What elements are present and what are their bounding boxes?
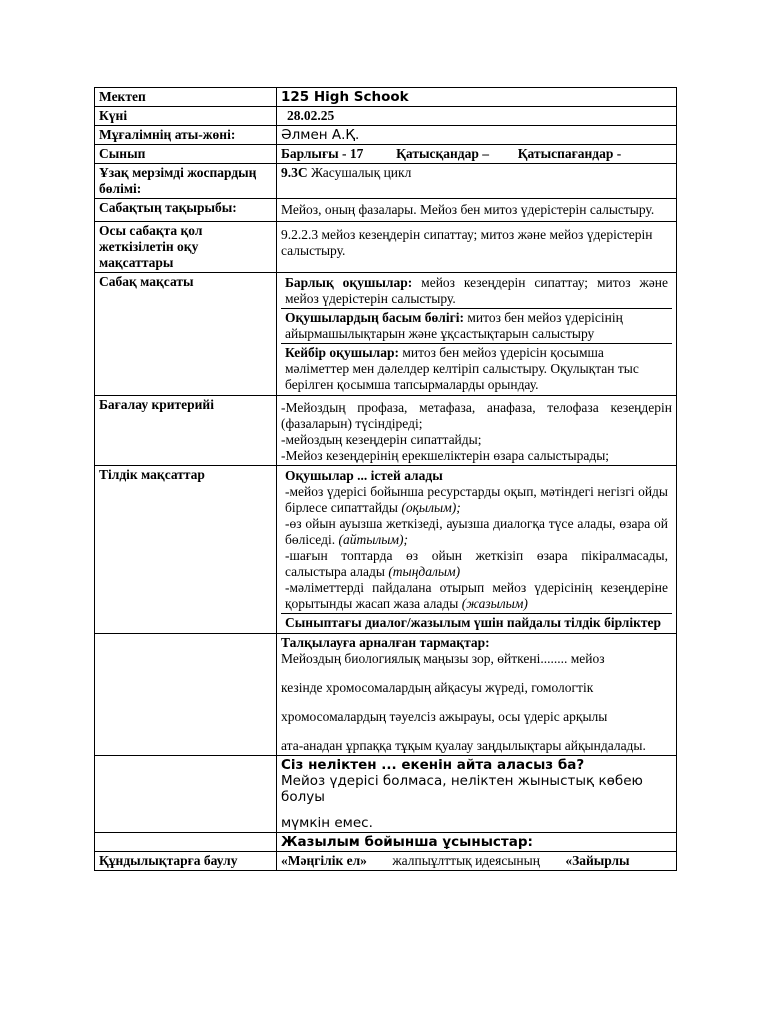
- why-line-2: мүмкін емес.: [281, 815, 373, 831]
- discussion-line-3: хромосомалардың тәуелсіз ажырауы, осы үдеріс арқылы: [281, 709, 608, 724]
- language-goals: [281, 467, 672, 614]
- goal-most-title: Оқушылардың басым бөлігі:: [285, 310, 464, 325]
- row-discussion: [95, 634, 677, 756]
- row-criteria: [95, 396, 677, 466]
- value-lesson-topic: Мейоз, оның фазалары. Мейоз бен митоз үдерістерін салыстыру.: [277, 199, 677, 222]
- value-long-plan: [277, 164, 677, 199]
- language-item-4-text: -мәліметтерді пайдалана отырып мейоз үдерісінің кезеңдеріне қорытынды жасап жаза алады: [285, 580, 668, 611]
- label-school: Мектеп: [95, 88, 277, 107]
- row-school: [95, 88, 677, 107]
- row-writing: [95, 833, 677, 852]
- label-date: Күні: [95, 107, 277, 126]
- value-school: 125 High Schook: [277, 88, 677, 107]
- label-writing-empty: [95, 833, 277, 852]
- value-objectives: 9.2.2.3 мейоз кезеңдерін сипаттау; митоз және мейоз үдерістерін салыстыру.: [277, 222, 677, 273]
- goal-some-title: Кейбір оқушылар:: [285, 345, 399, 360]
- goal-most: [281, 309, 672, 344]
- value-discussion: [277, 634, 677, 756]
- criteria-line-3: -Мейоз кезеңдерінің ерекшеліктерін өзара салыстырады;: [281, 448, 610, 463]
- label-language: Тілдік мақсаттар: [95, 466, 277, 634]
- label-why-empty: [95, 756, 277, 833]
- row-date: [95, 107, 677, 126]
- language-item-2-text: -өз ойын ауызша жеткізеді, ауызша диалогқа түсе алады, өзара ой бөліседі.: [285, 516, 668, 547]
- language-item-2: [285, 516, 668, 548]
- why-title: Сіз неліктен ... екенін айта аласыз ба?: [281, 757, 585, 773]
- discussion-title: Талқылауға арналған тармақтар:: [281, 635, 490, 650]
- values-part-3: «Зайырлы: [565, 853, 630, 868]
- class-present: Қатысқандар –: [396, 146, 490, 161]
- class-absent: Қатыспағандар -: [517, 146, 622, 161]
- value-goals: [277, 273, 677, 396]
- row-class: [95, 145, 677, 164]
- value-date: 28.02.25: [277, 107, 677, 126]
- label-values: Құндылықтарға баулу: [95, 852, 277, 871]
- goal-some: [281, 344, 672, 394]
- discussion-line-4: ата-анадан ұрпаққа тұқым қуалау заңдылықтары айқындалады.: [281, 738, 646, 753]
- value-teacher: Әлмен А.Қ.: [277, 126, 677, 145]
- language-item-3-tag: (тыңдалым): [388, 564, 461, 579]
- goal-all-title: Барлық оқушылар:: [285, 275, 413, 290]
- why-line-1: Мейоз үдерісі болмаса, неліктен жыныстық көбею болуы: [281, 773, 643, 805]
- label-objectives: Осы сабақта қол жеткізілетін оқу мақсаттары: [95, 222, 277, 273]
- value-class: [277, 145, 677, 164]
- goal-some-text: митоз бен мейоз үдерісін қосымша мәліметтер мен дәлелдер келтіріп салыстыру. Оқулықтан тыс берілген қосымша тапсырмаларды орындау.: [285, 345, 639, 392]
- label-discussion-empty: [95, 634, 277, 756]
- row-objectives: [95, 222, 677, 273]
- goal-all: [281, 274, 672, 309]
- long-plan-topic: Жасушалық цикл: [311, 165, 412, 180]
- row-values: [95, 852, 677, 871]
- label-long-plan: Ұзақ мерзімді жоспардың бөлімі:: [95, 164, 277, 199]
- writing-title: Жазылым бойынша ұсыныстар:: [277, 833, 677, 852]
- language-title: Оқушылар ... істей алады: [285, 468, 443, 483]
- language-item-1-tag: (оқылым);: [401, 500, 461, 515]
- goal-all-text: мейоз кезеңдерін сипаттау; митоз және мейоз үдерістерін салыстыру.: [285, 275, 668, 306]
- discussion-line-1: Мейоздың биологиялық маңызы зор, өйткені........ мейоз: [281, 651, 605, 666]
- value-language: [277, 466, 677, 634]
- criteria-line-2: -мейоздың кезеңдерін сипаттайды;: [281, 432, 482, 447]
- values-part-2: жалпыұлттық идеясының: [388, 853, 544, 868]
- language-units-title: Сыныптағы диалог/жазылым үшін пайдалы тілдік бірліктер: [285, 615, 661, 630]
- row-long-plan: [95, 164, 677, 199]
- language-item-4-tag: (жазылым): [461, 596, 528, 611]
- value-why: [277, 756, 677, 833]
- class-total: Барлығы - 17: [281, 146, 364, 161]
- label-goals: Сабақ мақсаты: [95, 273, 277, 396]
- value-values: [277, 852, 677, 871]
- label-class: Сынып: [95, 145, 277, 164]
- discussion-line-2: кезінде хромосомалардың айқасуы жүреді, гомологтік: [281, 680, 594, 695]
- long-plan-code: 9.3С: [281, 165, 308, 180]
- language-item-3: [285, 548, 668, 580]
- row-why: [95, 756, 677, 833]
- row-language: [95, 466, 677, 634]
- language-item-2-tag: (айтылым);: [338, 532, 408, 547]
- goal-most-text: митоз бен мейоз үдерісінің айырмашылықтарын және ұқсастықтарын салыстыру: [285, 310, 623, 341]
- label-criteria: Бағалау критерийі: [95, 396, 277, 466]
- label-lesson-topic: Сабақтың тақырыбы:: [95, 199, 277, 222]
- language-item-4: [285, 580, 668, 612]
- language-item-3-text: -шағын топтарда өз ойын жеткізіп өзара пікіралмасады, салыстыра алады: [285, 548, 668, 579]
- criteria-line-1: -Мейоздың профаза, метафаза, анафаза, телофаза кезеңдерін (фазаларын) түсіндіреді;: [281, 400, 672, 431]
- row-lesson-topic: [95, 199, 677, 222]
- row-goals: [95, 273, 677, 396]
- values-part-1: «Мәңгілік ел»: [281, 853, 367, 868]
- label-teacher: Мұғалімнің аты-жөні:: [95, 126, 277, 145]
- row-teacher: [95, 126, 677, 145]
- language-item-1: [285, 484, 668, 516]
- lesson-plan-table: [94, 87, 677, 871]
- value-criteria: [277, 396, 677, 466]
- language-item-1-text: -мейоз үдерісі бойынша ресурстарды оқып, мәтіндегі негізгі ойды бірлесе сипаттайды: [285, 484, 668, 515]
